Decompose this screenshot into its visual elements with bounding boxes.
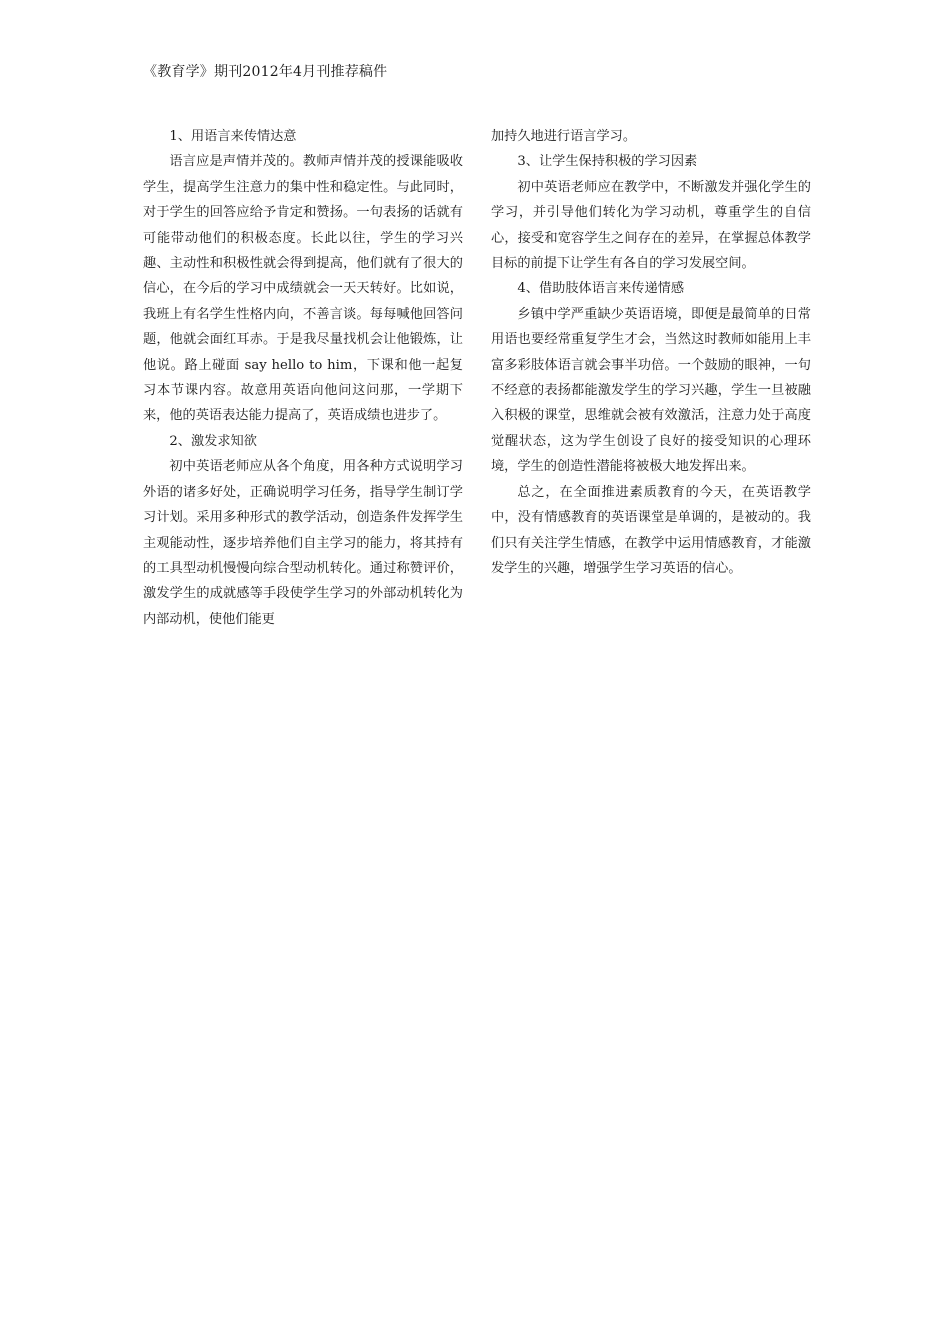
section-2-heading: 2、激发求知欲 xyxy=(169,433,257,449)
section-2-paragraph: 初中英语老师应从各个角度，用各种方式说明学习外语的诸多好处，正确说明学习任务，指导学生制订学习计划。采用多种形式的教学活动，创造条件发挥学生主观能动性，逐步培养他们自主学习的能力，将其持有的工具型动机慢慢向综合型动机转化。通过称赞评价，激发学生的成就感等手段使学生学习的外部动机转化为内部动机，使他们能更 xyxy=(143,459,463,627)
conclusion-paragraph: 总之，在全面推进素质教育的今天，在英语教学中，没有情感教育的英语课堂是单调的，是被动的。我们只有关注学生情感，在教学中运用情感教育，才能激发学生的兴趣，增强学生学习英语的信心。 xyxy=(491,484,811,576)
section-4-heading: 4、借助肢体语言来传递情感 xyxy=(517,281,685,297)
section-1-heading: 1、用语言来传情达意 xyxy=(169,129,297,144)
section-1-paragraph: 语言应是声情并茂的。教师声情并茂的授课能吸收学生，提高学生注意力的集中性和稳定性。与此同时，对于学生的回答应给予肯定和赞扬。一句表扬的话就有可能带动他们的积极态度。长此以往，学生的学习兴趣、主动性和积极性就会得到提高，他们就有了很大的信心，在今后的学习中成绩就会一天天转好。比如说，我班上有名学生性格内向，不善言谈。每每喊他回答问题，他就会面红耳赤。于是我尽量找机会让他锻炼，让他说。路上碰面 say hello to him，下课和他一起复习本节课内容。故意用英语向他问这问那，一学期下来，他的英语表达能力提高了，英语成绩也进步了。 xyxy=(143,154,463,424)
section-3-heading: 3、让学生保持积极的学习因素 xyxy=(517,154,698,170)
left-column xyxy=(143,124,463,632)
section-3-paragraph: 初中英语老师应在教学中，不断激发并强化学生的学习，并引导他们转化为学习动机，尊重学生的自信心，接受和宽容学生之间存在的差异，在掌握总体教学目标的前提下让学生有各自的学习发展空间。 xyxy=(491,179,811,272)
right-column xyxy=(491,124,811,581)
section-4-paragraph: 乡镇中学严重缺少英语语境，即便是最简单的日常用语也要经常重复学生才会，当然这时教师如能用上丰富多彩肢体语言就会事半功倍。一个鼓励的眼神，一句不经意的表扬都能激发学生的学习兴趣，学生一旦被融入积极的课堂，思维就会被有效激活，注意力处于高度觉醒状态，这为学生创设了良好的接受知识的心理环境，学生的创造性潜能将被极大地发挥出来。 xyxy=(491,306,811,475)
page-header: 《教育学》期刊2012年4月刊推荐稿件 xyxy=(143,64,388,80)
section-2-paragraph-continued: 加持久地进行语言学习。 xyxy=(491,129,637,144)
